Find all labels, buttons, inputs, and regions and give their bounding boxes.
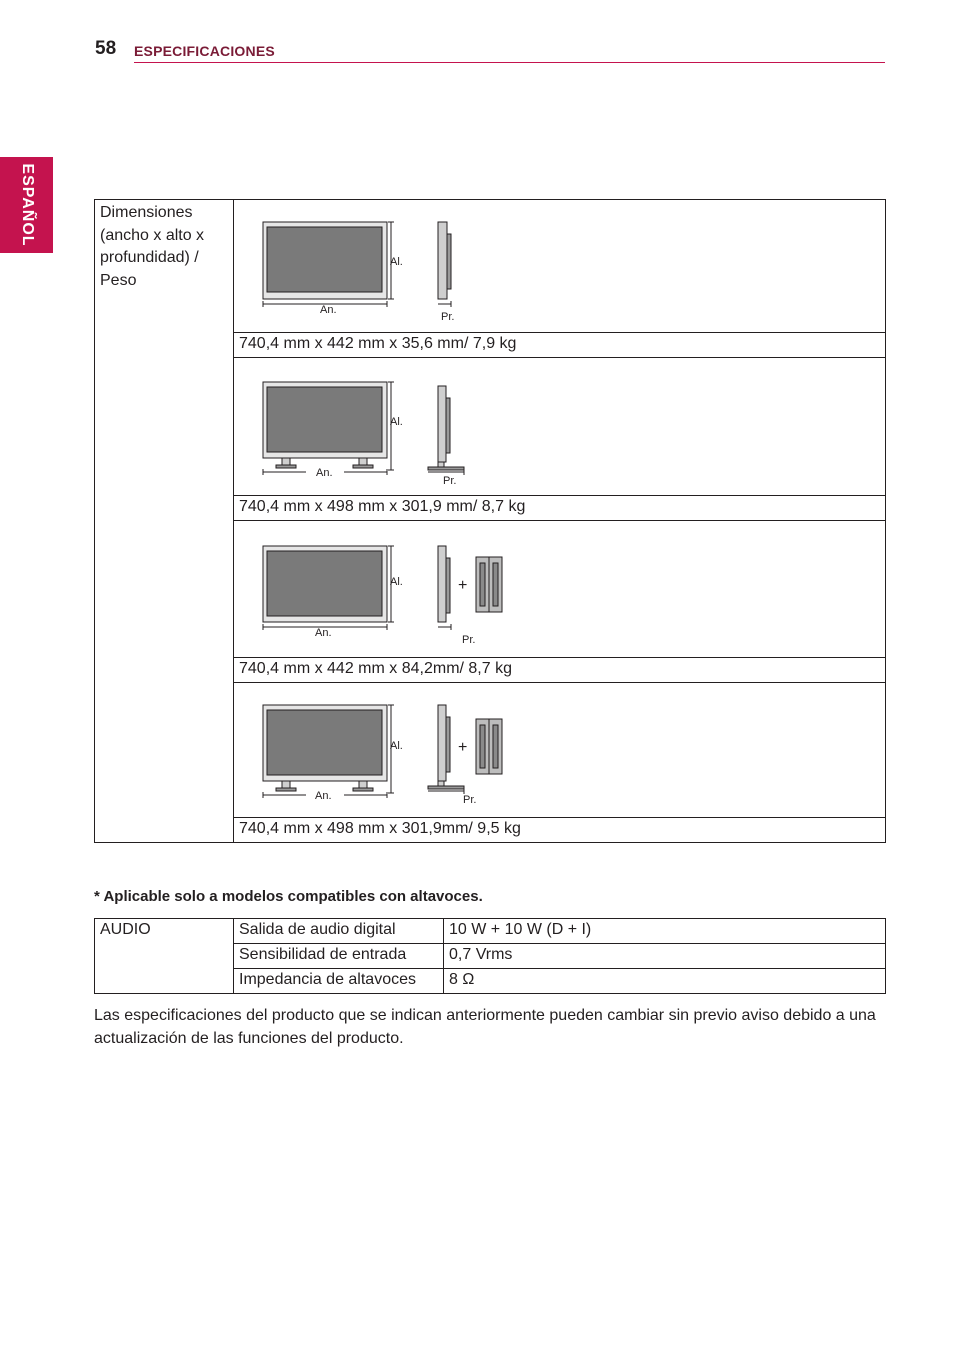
dimensions-label: Dimensiones (ancho x alto x profundidad) / Peso [95, 200, 234, 843]
speaker-note: * Aplicable solo a modelos compatibles con altavoces. [94, 888, 483, 905]
section-title: ESPECIFICACIONES [134, 43, 275, 59]
drawing-cell-1 [234, 200, 886, 333]
footer-disclaimer: Las especificaciones del producto que se indican anteriormente pueden cambiar sin previo aviso debido a una actualización de las funciones del producto. [94, 1007, 876, 1047]
depth-label-2: Pr. [443, 475, 457, 487]
depth-label-3: Pr. [462, 634, 476, 646]
audio-spec-name: Salida de audio digital [234, 919, 444, 944]
height-label-2: Al. [390, 416, 403, 428]
drawing-cell-4 [234, 683, 886, 818]
header-rule [134, 62, 885, 63]
width-label-1: An. [320, 304, 337, 316]
audio-category: AUDIO [95, 919, 234, 994]
audio-spec-name: Impedancia de altavoces [234, 969, 444, 994]
monitor-drawing-4 [234, 683, 884, 817]
height-label-1: Al. [390, 256, 403, 268]
dimension-value-1: 740,4 mm x 442 mm x 35,6 mm/ 7,9 kg [234, 333, 886, 358]
height-label-4: Al. [390, 740, 403, 752]
language-tab-label: ESPAÑOL [18, 163, 36, 247]
language-tab [0, 157, 53, 253]
monitor-drawing-2 [234, 358, 884, 495]
audio-spec-value: 10 W + 10 W (D + I) [444, 919, 886, 944]
plus-icon-4: + [458, 739, 468, 756]
monitor-drawing-1 [234, 200, 884, 332]
height-label-3: Al. [390, 576, 403, 588]
audio-spec-value: 8 Ω [444, 969, 886, 994]
audio-spec-name: Sensibilidad de entrada [234, 944, 444, 969]
monitor-drawing-3 [234, 521, 884, 657]
plus-icon-3: + [458, 577, 468, 594]
width-label-3: An. [315, 627, 332, 639]
drawing-cell-3 [234, 521, 886, 658]
page-number: 58 [95, 38, 117, 59]
dimension-value-4: 740,4 mm x 498 mm x 301,9mm/ 9,5 kg [234, 818, 886, 843]
depth-label-1: Pr. [441, 311, 455, 323]
dimensions-table [94, 199, 886, 843]
dimension-value-2: 740,4 mm x 498 mm x 301,9 mm/ 8,7 kg [234, 496, 886, 521]
depth-label-4: Pr. [463, 794, 477, 806]
width-label-2: An. [316, 467, 333, 479]
audio-spec-value: 0,7 Vrms [444, 944, 886, 969]
dimension-value-3: 740,4 mm x 442 mm x 84,2mm/ 8,7 kg [234, 658, 886, 683]
audio-table [94, 918, 886, 994]
drawing-cell-2 [234, 358, 886, 496]
width-label-4: An. [315, 790, 332, 802]
